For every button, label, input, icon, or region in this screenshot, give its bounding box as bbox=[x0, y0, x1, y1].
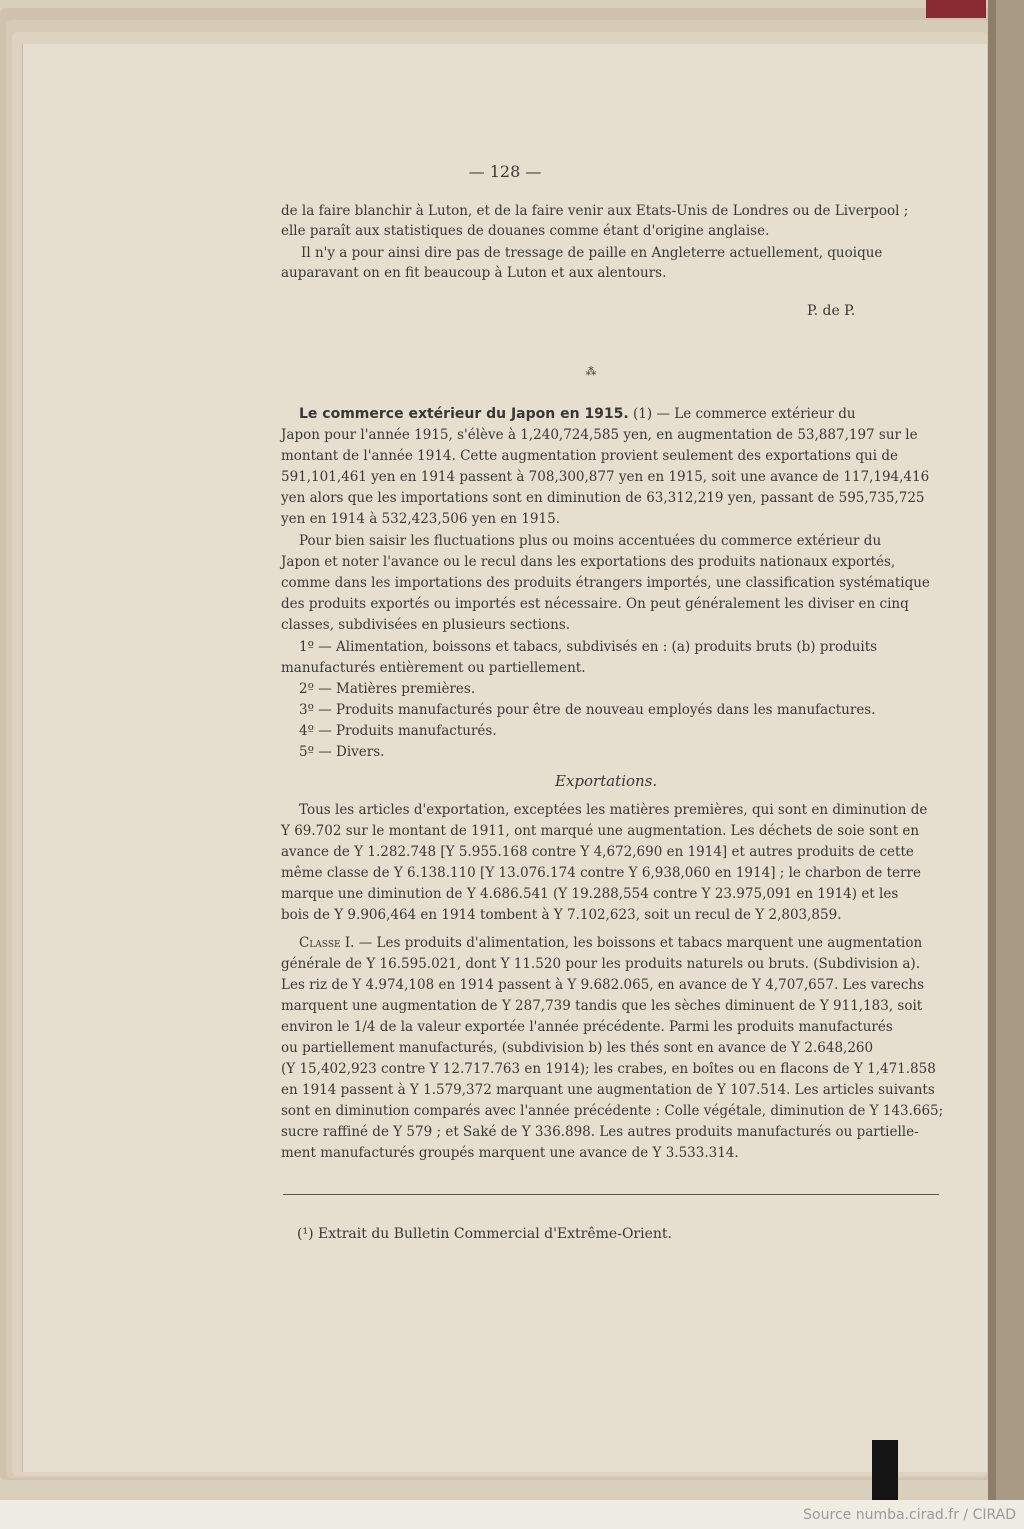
text-line: en 1914 passent à Y 1.579,372 marquant une augmentation de Y 107.514. Les articles suivants bbox=[281, 1082, 935, 1098]
text-line: Japon et noter l'avance ou le recul dans les exportations des produits nationaux exportés, bbox=[281, 554, 896, 570]
class-first-line bbox=[299, 933, 922, 954]
article-first-line bbox=[299, 404, 856, 425]
text-line: sont en diminution comparés avec l'année précédente : Colle végétale, diminution de Y 143.665; bbox=[281, 1103, 944, 1119]
list-item: 5º — Divers. bbox=[299, 744, 385, 760]
section-heading: Exportations. bbox=[555, 772, 658, 790]
text-line: Japon pour l'année 1915, s'élève à 1,240,724,585 yen, en augmentation de 53,887,197 sur le bbox=[281, 427, 918, 443]
article-title: Le commerce extérieur du Japon en 1915. bbox=[299, 406, 629, 422]
class-label: Classe I. bbox=[299, 935, 355, 951]
text-line: même classe de Y 6.138.110 [Y 13.076.174 contre Y 6,938,060 en 1914] ; le charbon de terre bbox=[281, 865, 921, 881]
text-line: Tous les articles d'exportation, exceptées les matières premières, qui sont en diminution de bbox=[299, 802, 928, 818]
text-line: classes, subdivisées en plusieurs sections. bbox=[281, 617, 571, 633]
book-binding bbox=[988, 0, 1024, 1500]
text-line: marquent une augmentation de Y 287,739 tandis que les sèches diminuent de Y 911,183, soit bbox=[281, 998, 923, 1014]
text-line: — Les produits d'alimentation, les boissons et tabacs marquent une augmentation bbox=[358, 935, 923, 951]
list-item: 2º — Matières premières. bbox=[299, 681, 476, 697]
text-line: elle paraît aux statistiques de douanes comme étant d'origine anglaise. bbox=[281, 223, 770, 239]
author-signature: P. de P. bbox=[807, 303, 856, 319]
text-line: générale de Y 16.595.021, dont Y 11.520 pour les produits naturels ou bruts. (Subdivision a). bbox=[281, 956, 920, 972]
text-line: bois de Y 9.906,464 en 1914 tombent à Y 7.102,623, soit un recul de Y 2,803,859. bbox=[281, 907, 842, 923]
text-line: des produits exportés ou importés est nécessaire. On peut généralement les diviser en cinq bbox=[281, 596, 909, 612]
text-line: yen en 1914 à 532,423,506 yen en 1915. bbox=[281, 511, 560, 527]
list-item: 4º — Produits manufacturés. bbox=[299, 723, 497, 739]
list-item: 3º — Produits manufacturés pour être de nouveau employés dans les manufactures. bbox=[299, 702, 876, 718]
text-line: yen alors que les importations sont en diminution de 63,312,219 yen, passant de 595,735,725 bbox=[281, 490, 925, 506]
text-line: ment manufacturés groupés marquent une avance de Y 3.533.314. bbox=[281, 1145, 739, 1161]
text-line: montant de l'année 1914. Cette augmentation provient seulement des exportations qui de bbox=[281, 448, 898, 464]
text-line: de la faire blanchir à Luton, et de la faire venir aux Etats-Unis de Londres ou de Liverpool ; bbox=[281, 203, 909, 219]
text-line: (Y 15,402,923 contre Y 12.717.763 en 1914); les crabes, en boîtes ou en flacons de Y 1,471.858 bbox=[281, 1061, 936, 1077]
text-line: Les riz de Y 4.974,108 en 1914 passent à Y 9.682.065, en avance de Y 4,707,657. Les varechs bbox=[281, 977, 924, 993]
text-line: sucre raffiné de Y 579 ; et Saké de Y 336.898. Les autres produits manufacturés ou partielle- bbox=[281, 1124, 919, 1140]
cover-corner bbox=[926, 0, 986, 18]
text-line: 591,101,461 yen en 1914 passent à 708,300,877 yen en 1915, soit une avance de 117,194,416 bbox=[281, 469, 930, 485]
text-line: environ le 1/4 de la valeur exportée l'année précédente. Parmi les produits manufacturés bbox=[281, 1019, 893, 1035]
text-line: ou partiellement manufacturés, (subdivision b) les thés sont en avance de Y 2.648,260 bbox=[281, 1040, 874, 1056]
text-line: Le commerce extérieur du bbox=[674, 406, 856, 422]
list-item: 1º — Alimentation, boissons et tabacs, subdivisés en : (a) produits bruts (b) produits bbox=[299, 639, 878, 655]
binding-edge bbox=[988, 0, 996, 1500]
text-line: auparavant on en fit beaucoup à Luton et aux alentours. bbox=[281, 265, 667, 281]
document-page bbox=[22, 44, 987, 1472]
text-line: Il n'y a pour ainsi dire pas de tressage de paille en Angleterre actuellement, quoique bbox=[301, 245, 883, 261]
list-item: manufacturés entièrement ou partiellement. bbox=[281, 660, 586, 676]
footnote: (¹) Extrait du Bulletin Commercial d'Extrême-Orient. bbox=[297, 1226, 672, 1242]
footnote-ref: (1) — bbox=[633, 406, 670, 422]
section-separator: ⁂ bbox=[585, 365, 597, 378]
source-credit: Source numba.cirad.fr / CIRAD bbox=[803, 1507, 1016, 1523]
text-line: comme dans les importations des produits étrangers importés, une classification systématique bbox=[281, 575, 930, 591]
text-line: marque une diminution de Y 4.686.541 (Y 19.288,554 contre Y 23.975,091 en 1914) et les bbox=[281, 886, 899, 902]
page-number: — 128 — bbox=[468, 162, 542, 181]
text-line: Y 69.702 sur le montant de 1911, ont marqué une augmentation. Les déchets de soie sont en bbox=[281, 823, 920, 839]
footnote-rule bbox=[283, 1194, 939, 1195]
text-line: avance de Y 1.282.748 [Y 5.955.168 contre Y 4,672,690 en 1914] et autres produits de cette bbox=[281, 844, 914, 860]
text-line: Pour bien saisir les fluctuations plus ou moins accentuées du commerce extérieur du bbox=[299, 533, 882, 549]
